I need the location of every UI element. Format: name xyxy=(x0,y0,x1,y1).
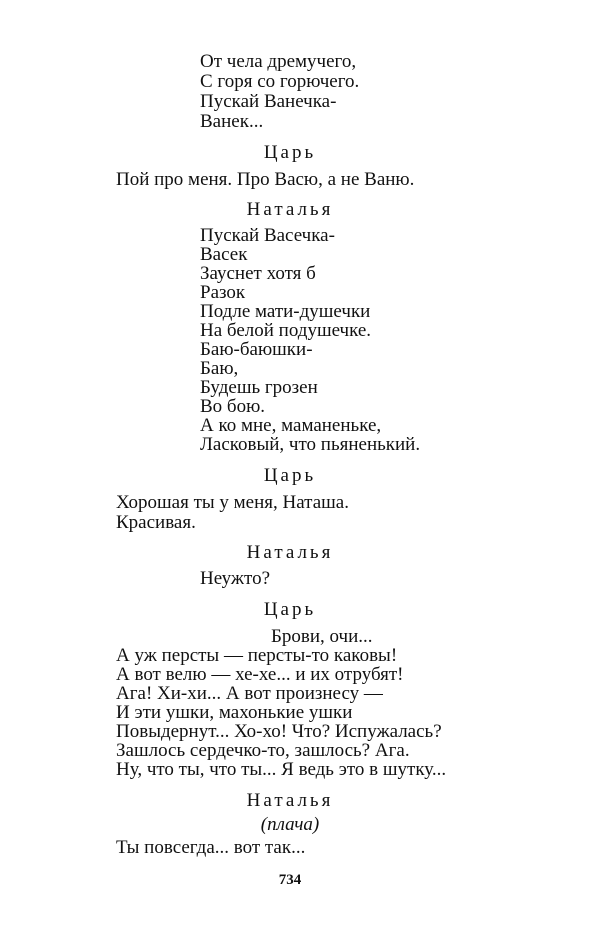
verse-line: Будешь грозен xyxy=(200,377,318,398)
dialogue-line: А вот велю — хе-хе... и их отрубят! xyxy=(116,664,404,685)
verse-line: Ванек... xyxy=(200,111,264,132)
verse-line: Васек xyxy=(200,244,248,265)
page-number: 734 xyxy=(278,872,302,888)
speaker-name: Царь xyxy=(263,599,317,620)
verse-line: От чела дремучего, xyxy=(200,51,357,72)
dialogue-line: Зашлось сердечко-то, зашлось? Ага. xyxy=(116,740,410,761)
dialogue-line: Повыдернут... Хо-хо! Что? Испужалась? xyxy=(116,721,442,742)
verse-line: Ласковый, что пьяненький. xyxy=(200,434,421,455)
verse-line: Зауснет хотя б xyxy=(200,263,316,284)
dialogue-line: Пой про меня. Про Васю, а не Ваню. xyxy=(116,169,415,190)
speaker-name: Наталья xyxy=(246,199,334,220)
dialogue-line: Брови, очи... xyxy=(271,626,373,647)
verse-line: На белой подушечке. xyxy=(200,320,372,341)
dialogue-line: Ты повсегда... вот так... xyxy=(116,837,306,858)
dialogue-line: Ну, что ты, что ты... Я ведь это в шутку... xyxy=(116,759,447,780)
stage-direction: (плача) xyxy=(260,814,320,835)
dialogue-line: Хорошая ты у меня, Наташа. xyxy=(116,492,349,513)
verse-line: Баю-баюшки- xyxy=(200,339,313,360)
dialogue-line: И эти ушки, махонькие ушки xyxy=(116,702,353,723)
verse-line: Подле мати-душечки xyxy=(200,301,371,322)
verse-line: Во бою. xyxy=(200,396,266,417)
speaker-name: Наталья xyxy=(246,790,334,811)
dialogue-line: А уж персты — персты-то каковы! xyxy=(116,645,398,666)
verse-line: Пускай Васечка- xyxy=(200,225,335,246)
verse-line: С горя со горючего. xyxy=(200,71,360,92)
dialogue-line: Неужто? xyxy=(200,568,271,589)
dialogue-line: Ага! Хи-хи... А вот произнесу — xyxy=(116,683,383,704)
dialogue-line: Красивая. xyxy=(116,512,196,533)
speaker-name: Царь xyxy=(263,142,317,163)
verse-line: Баю, xyxy=(200,358,239,379)
speaker-name: Царь xyxy=(263,465,317,486)
verse-line: Пускай Ванечка- xyxy=(200,91,337,112)
speaker-name: Наталья xyxy=(246,542,334,563)
verse-line: Разок xyxy=(200,282,246,303)
verse-line: А ко мне, маманеньке, xyxy=(200,415,382,436)
